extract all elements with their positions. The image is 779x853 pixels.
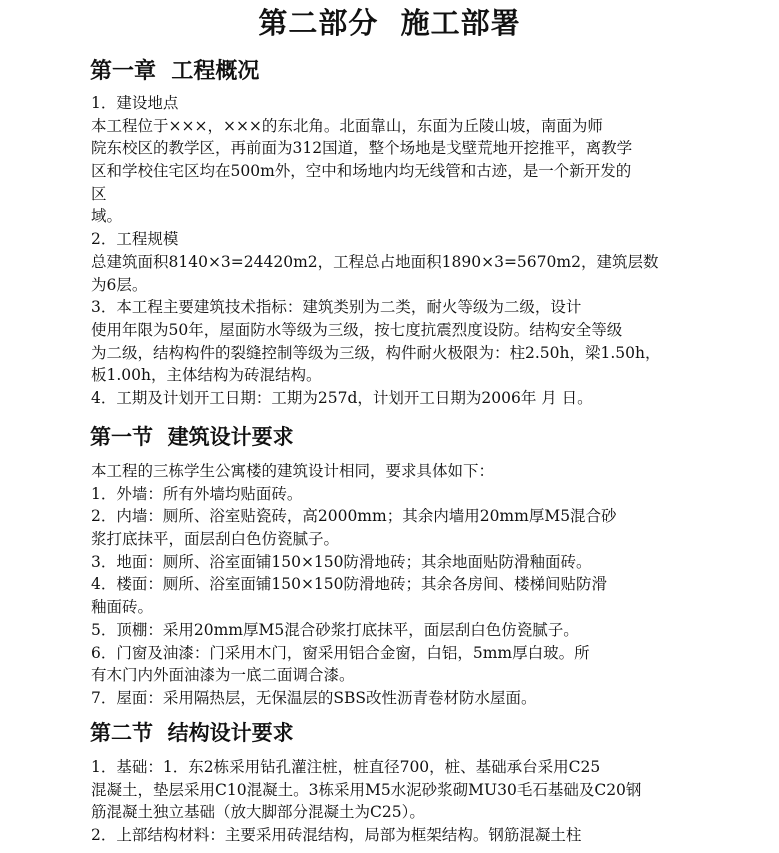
paragraph-line: 6．门窗及油漆：门采用木门，窗采用铝合金窗，白铝，5mm厚白玻。所 — [91, 643, 590, 662]
paragraph-line: 1．外墙：所有外墙均贴面砖。 — [91, 484, 303, 503]
paragraph-line: 2．内墙：厕所、浴室贴瓷砖，高2000mm；其余内墙用20mm厚M5混合砂 — [91, 507, 617, 526]
paragraph-line: 使用年限为50年，屋面防水等级为三级，按七度抗震烈度设防。结构安全等级 — [91, 320, 623, 339]
paragraph-line: 本工程的三栋学生公寓楼的建筑设计相同，要求具体如下： — [91, 462, 495, 480]
paragraph-line: 为6层。 — [91, 275, 148, 294]
paragraph-line: 4．工期及计划开工日期：工期为257d，计划开工日期为2006年 月 日。 — [91, 388, 593, 407]
paragraph-line: 2．工程规模 — [91, 230, 179, 249]
section-heading-structure: 第二节 结构设计要求 — [90, 720, 294, 745]
paragraph-line: 4．楼面：厕所、浴室面铺150×150防滑地砖；其余各房间、楼梯间贴防滑 — [91, 575, 608, 594]
paragraph-line: 1．基础：1．东2栋采用钻孔灌注桩，桩直径700，桩、基础承台采用C25 — [91, 758, 601, 776]
document-title: 第二部分 施工部署 — [258, 6, 521, 40]
paragraph-line: 板1.00h，主体结构为砖混结构。 — [91, 366, 322, 385]
paragraph-line: 域。 — [91, 207, 123, 226]
paragraph-line: 浆打底抹平，面层刮白色仿瓷腻子。 — [91, 530, 340, 549]
section-structure-body — [91, 756, 731, 847]
paragraph-line: 筋混凝土独立基础（放大脚部分混凝土为C25）。 — [91, 803, 425, 822]
chapter-body — [91, 92, 731, 410]
paragraph-line: 2．上部结构材料：主要采用砖混结构，局部为框架结构。钢筋混凝土柱 — [91, 826, 582, 845]
paragraph-line: 釉面砖。 — [91, 598, 154, 617]
paragraph-line: 区和学校住宅区均在500m外，空中和场地内均无线管和古迹，是一个新开发的 — [91, 162, 632, 181]
paragraph-line: 1．建设地点 — [91, 94, 179, 112]
paragraph-line: 院东校区的教学区，再前面为312国道，整个场地是戈壁荒地开挖推平，离教学 — [91, 139, 633, 158]
paragraph-line: 总建筑面积8140×3=24420m2，工程总占地面积1890×3=5670m2，建筑层数 — [91, 252, 659, 271]
paragraph-line: 混凝土，垫层采用C10混凝土。3栋采用M5水泥砂浆砌MU30毛石基础及C20钢 — [91, 780, 642, 799]
paragraph-line: 为二级，结构构件的裂缝控制等级为三级，构件耐火极限为：柱2.50h，梁1.50h， — [91, 343, 661, 362]
paragraph-line: 3．本工程主要建筑技术指标：建筑类别为二类，耐火等级为二级，设计 — [91, 298, 582, 317]
section-heading-architecture: 第一节 建筑设计要求 — [90, 424, 294, 449]
paragraph-line: 有木门内外面油漆为一底二面调合漆。 — [91, 666, 355, 685]
paragraph-line: 7．屋面：采用隔热层，无保温层的SBS改性沥青卷材防水屋面。 — [91, 688, 537, 707]
paragraph-line: 5．顶棚：采用20mm厚M5混合砂浆打底抹平，面层刮白色仿瓷腻子。 — [91, 620, 579, 639]
paragraph-line: 3．地面：厕所、浴室面铺150×150防滑地砖；其余地面贴防滑釉面砖。 — [91, 552, 592, 571]
section-architecture-body — [91, 460, 731, 710]
paragraph-line: 本工程位于×××，×××的东北角。北面靠山，东面为丘陵山坡，南面为师 — [91, 116, 603, 135]
paragraph-line: 区 — [91, 184, 107, 203]
chapter-heading: 第一章 工程概况 — [90, 58, 260, 84]
